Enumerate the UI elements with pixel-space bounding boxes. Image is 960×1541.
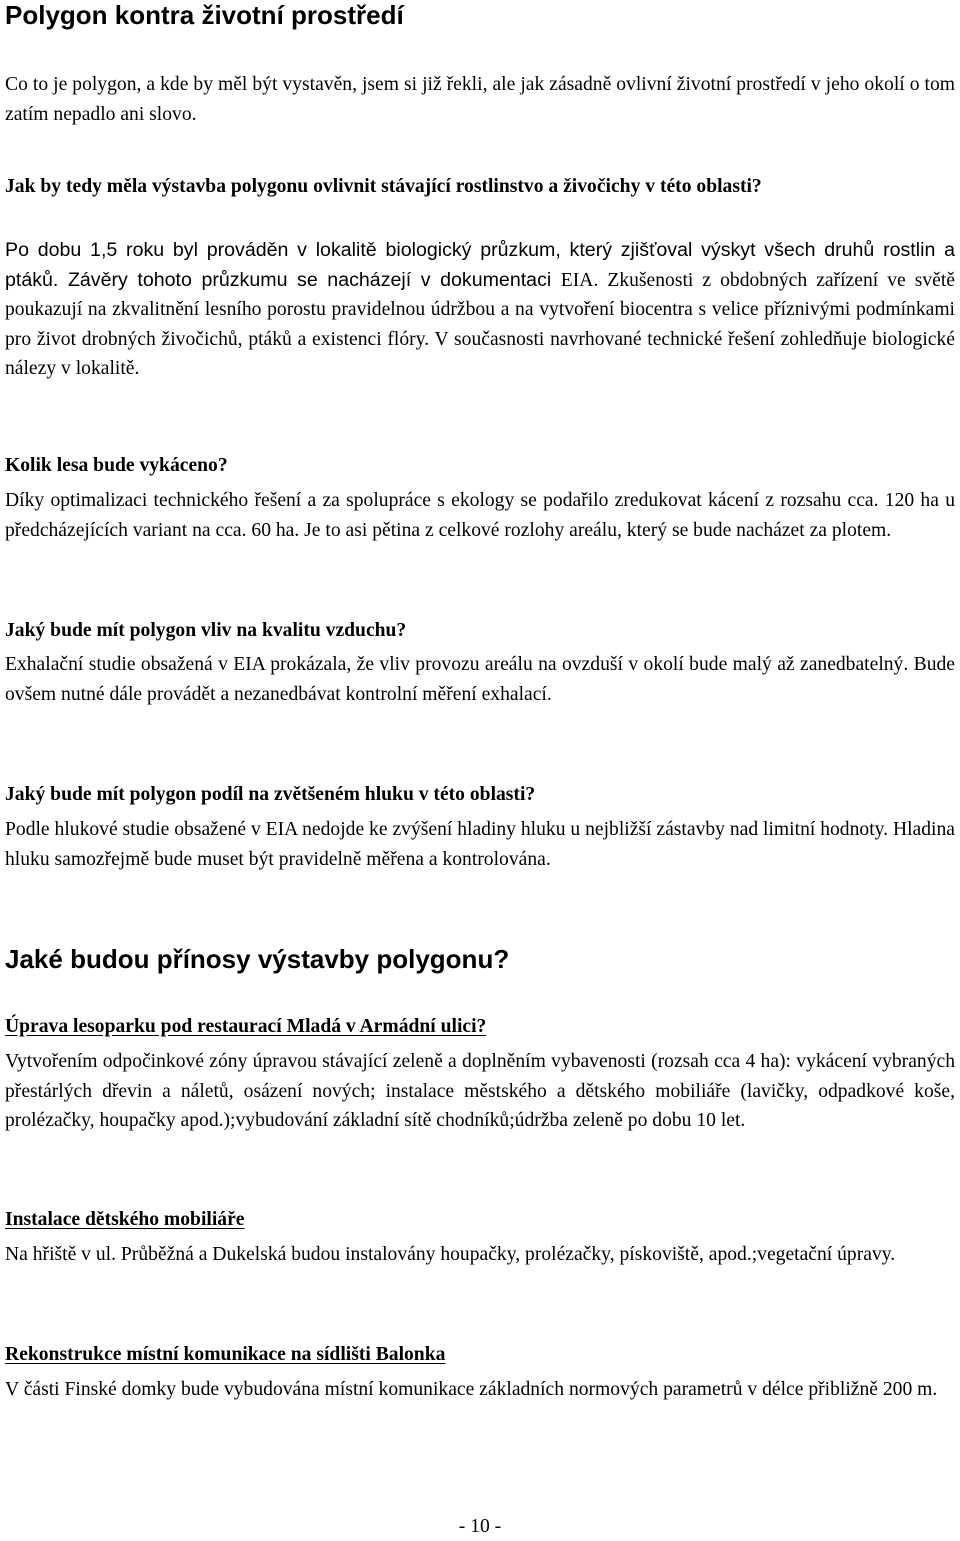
benefit-road-body: V části Finské domky bude vybudována místní komunikace základních normových parametrů v délce přibližně 200 m. bbox=[5, 1379, 938, 1400]
question-air-quality-body: Exhalační studie obsažená v EIA prokázala, že vliv provozu areálu na ovzduší v okolí bude malý až zanedbatelný. Bude ovšem nutné dále provádět a nezanedbávat kontrolní měření exhalací. bbox=[5, 654, 955, 705]
question-flora-fauna-body bbox=[5, 236, 955, 384]
survey-text: Po dobu 1,5 roku byl prováděn v lokalitě biologický průzkum, který zjišťoval výskyt všech druhů rostlin a ptáků. Závěry tohoto průzkumu se nacházejí v dokumentaci bbox=[5, 239, 955, 291]
question-deforestation-body: Díky optimalizaci technického řešení a za spolupráce s ekology se podařilo zredukovat kácení z rozsahu cca. 120 ha u předcházejících variant na cca. 60 ha. Je to asi pětina z celkové rozlohy areálu, který se bude nacházet za plotem. bbox=[5, 490, 955, 541]
question-noise-heading: Jaký bude mít polygon podíl na zvětšeném hluku v této oblasti? bbox=[5, 784, 536, 805]
question-air-quality-heading: Jaký bude mít polygon vliv na kvalitu vzduchu? bbox=[5, 620, 407, 641]
benefit-forest-park-heading: Úprava lesoparku pod restaurací Mladá v Armádní ulici? bbox=[5, 1016, 487, 1037]
question-noise-body: Podle hlukové studie obsažené v EIA nedojde ke zvýšení hladiny hluku u nejbližší zástavby nad limitní hodnoty. Hladina hluku samozřejmě bude muset být pravidelně měřena a kontrolována. bbox=[5, 819, 955, 870]
benefit-forest-park-body: Vytvořením odpočinkové zóny úpravou stávající zeleně a doplněním vybavenosti (rozsah cca 4 ha): vykácení vybraných přestárlých dřevin a náletů, osázení nových; instalace městského a dětského mobiliáře (lavičky, odpadkové koše, prolézačky, houpačky apod.);vybudování základní sítě chodníků;údržba zeleně po dobu 10 let. bbox=[5, 1051, 955, 1131]
intro-paragraph: Co to je polygon, a kde by měl být vystavěn, jsem si již řekli, ale jak zásadně ovlivní životní prostředí v jeho okolí o tom zatím nepadlo ani slovo. bbox=[5, 74, 955, 125]
page-title: Polygon kontra životní prostředí bbox=[5, 0, 404, 30]
question-deforestation-heading: Kolik lesa bude vykáceno? bbox=[5, 455, 228, 476]
experience-text: EIA. Zkušenosti z obdobných zařízení ve světě poukazují na zkvalitnění lesního porostu pravidelnou údržbou a na vytvoření biocentra s velice příznivými podmínkami pro život drobných živočichů, ptáků a existenci flóry. V současnosti navrhované technické řešení zohledňuje biologické nálezy v lokalitě. bbox=[5, 269, 955, 379]
benefit-playground-body: Na hřiště v ul. Průběžná a Dukelská budou instalovány houpačky, prolézačky, pískoviště, apod.;vegetační úpravy. bbox=[5, 1244, 896, 1265]
benefits-section-title: Jaké budou přínosy výstavby polygonu? bbox=[5, 944, 510, 974]
question-flora-fauna-heading: Jak by tedy měla výstavba polygonu ovlivnit stávající rostlinstvo a živočichy v této oblasti? bbox=[5, 176, 762, 197]
page-number: - 10 - bbox=[458, 1516, 502, 1537]
benefit-road-heading: Rekonstrukce místní komunikace na sídlišti Balonka bbox=[5, 1344, 446, 1365]
benefit-playground-heading: Instalace dětského mobiliáře bbox=[5, 1209, 245, 1230]
